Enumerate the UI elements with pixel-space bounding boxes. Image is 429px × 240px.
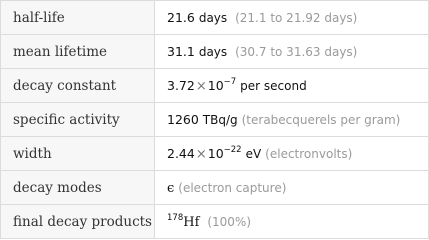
value-range: (30.7 to 31.63 days) [235,45,358,59]
table-row [1,35,429,69]
table-row [1,1,429,35]
property-label: half-life [1,1,155,35]
value-unit: TBq/g [202,113,238,127]
property-value [155,1,429,35]
table-row [1,103,429,137]
value-note: (electronvolts) [265,146,353,161]
property-value [155,103,429,137]
mass-number: 178 [167,212,184,223]
property-label: mean lifetime [1,35,155,69]
property-value [155,69,429,103]
table-row [1,137,429,171]
value-unit: eV [245,146,262,161]
table-row [1,69,429,103]
value-unit: per second [240,78,307,93]
property-value [155,171,429,205]
value-number: 21.6 [167,10,195,25]
value-base: 10 [207,77,224,93]
times-sign: × [195,146,207,162]
value-number: 31.1 [167,44,195,59]
value-note: (electron capture) [178,180,287,195]
property-label: specific activity [1,103,155,137]
value-mantissa: 2.44 [167,145,195,161]
element-symbol: Hf [183,214,200,230]
value-note: (terabecquerels per gram) [241,113,401,127]
value-number: 1260 [167,112,199,127]
property-value [155,35,429,69]
value-range: (21.1 to 21.92 days) [235,11,358,25]
property-value [155,137,429,171]
property-label: decay modes [1,171,155,205]
value-exponent: −7 [223,76,237,87]
value-unit: days [198,45,228,59]
value-mantissa: 3.72 [167,77,195,93]
property-label: decay constant [1,69,155,103]
decay-mode-symbol: ϵ [167,180,175,196]
property-label: final decay products [1,205,155,239]
table-row [1,205,429,239]
value-base: 10 [207,145,224,161]
table-row [1,171,429,205]
value-note: (100%) [207,214,252,229]
property-value [155,205,429,239]
value-unit: days [198,11,228,25]
value-exponent: −22 [223,144,242,155]
property-label: width [1,137,155,171]
times-sign: × [195,78,207,94]
